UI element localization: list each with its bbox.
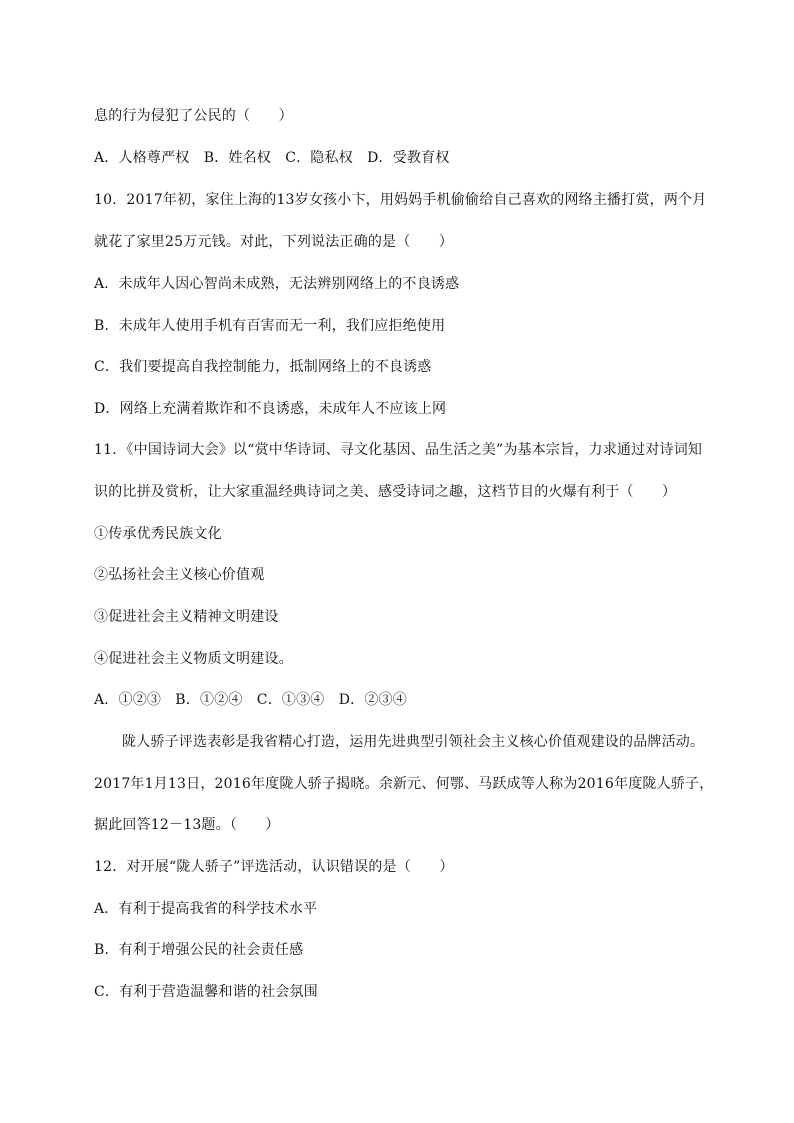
text-line: 息的行为侵犯了公民的（ ） xyxy=(94,108,293,124)
question-10-option-a: A．未成年人因心智尚未成熟，无法辨别网络上的不良诱惑 xyxy=(94,276,460,292)
material-paragraph-line-2: 2017年1月13日，2016年度陇人骄子揭晓。余新元、何鄂、马跃成等人称为2016年度陇人骄子， xyxy=(94,776,714,792)
question-11-options: A．①②③ B．①②④ C．①③④ D．②③④ xyxy=(94,692,407,708)
material-paragraph-line-3: 据此回答12－13题。（ ） xyxy=(94,817,280,833)
question-10-option-b: B．未成年人使用手机有百害而无一利，我们应拒绝使用 xyxy=(94,318,446,334)
statement-2: ②弘扬社会主义核心价值观 xyxy=(94,567,265,583)
question-12-option-a: A．有利于提高我省的科学技术水平 xyxy=(94,901,318,917)
option-line: A．人格尊严权 B．姓名权 C．隐私权 D．受教育权 xyxy=(94,150,450,166)
question-11-line-2: 识的比拼及赏析，让大家重温经典诗词之美、感受诗词之趣，这档节目的火爆有利于（ ） xyxy=(94,484,677,500)
question-10-option-c: C．我们要提高自我控制能力，抵制网络上的不良诱惑 xyxy=(94,359,432,375)
question-12-option-c: C．有利于营造温馨和谐的社会氛围 xyxy=(94,984,318,1000)
question-10-line-2: 就花了家里25万元钱。对此，下列说法正确的是（ ） xyxy=(94,234,454,250)
material-paragraph-line-1: 陇人骄子评选表彰是我省精心打造，运用先进典型引领社会主义核心价值观建设的品牌活动。 xyxy=(122,734,705,750)
question-12-option-b: B．有利于增强公民的社会责任感 xyxy=(94,942,304,958)
statement-1: ①传承优秀民族文化 xyxy=(94,526,222,542)
question-12-stem: 12．对开展“陇人骄子”评选活动，认识错误的是（ ） xyxy=(94,859,454,875)
statement-4: ④促进社会主义物质文明建设。 xyxy=(94,651,293,667)
statement-3: ③促进社会主义精神文明建设 xyxy=(94,609,279,625)
question-10-option-d: D．网络上充满着欺诈和不良诱惑，未成年人不应该上网 xyxy=(94,401,447,417)
question-11-line-1: 11．《中国诗词大会》以“赏中华诗词、寻文化基因、品生活之美”为基本宗旨，力求通过对诗词知 xyxy=(94,442,703,458)
question-10-line-1: 10．2017年初，家住上海的13岁女孩小卞，用妈妈手机偷偷给自己喜欢的网络主播打赏，两个月 xyxy=(94,192,707,208)
